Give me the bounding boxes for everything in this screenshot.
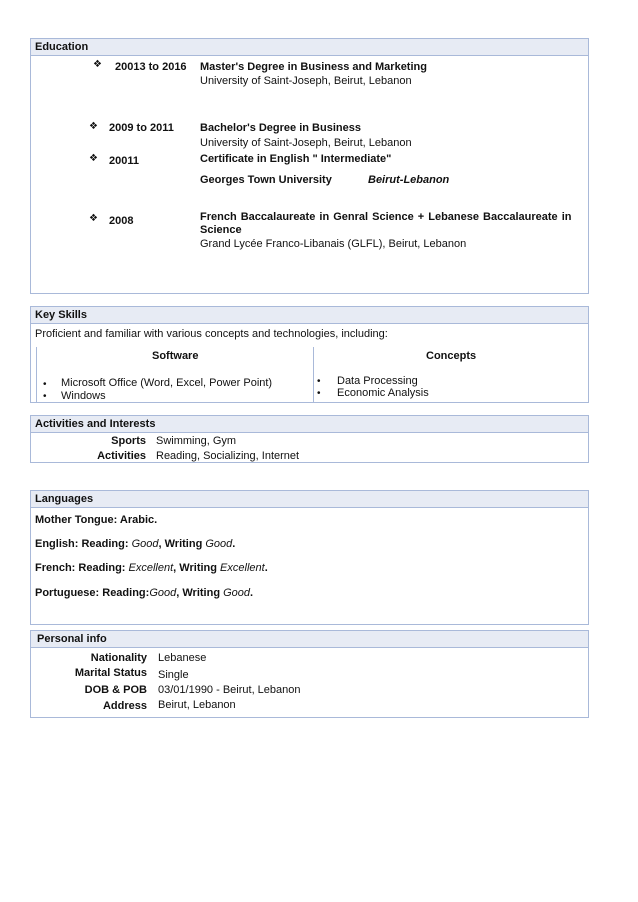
languages-heading: Languages <box>31 491 588 508</box>
education-section <box>30 38 589 294</box>
software-header: Software <box>152 350 199 362</box>
mother-tongue: Mother Tongue: Arabic. <box>35 514 158 526</box>
personal-value: Single <box>158 669 189 681</box>
personal-value: Beirut, Lebanon <box>158 699 236 711</box>
education-degree-line1: French Baccalaureate in Genral Science + Lebanese Baccalaureate in <box>200 211 572 223</box>
reading-level: Excellent <box>128 562 174 574</box>
software-item: Microsoft Office (Word, Excel, Power Point) <box>61 377 273 389</box>
education-city: Beirut-Lebanon <box>368 174 450 186</box>
software-item: Windows <box>61 390 106 402</box>
personal-label: Nationality <box>90 652 147 664</box>
activities-heading: Activities and Interests <box>31 416 588 433</box>
bullet-icon: • <box>317 376 321 387</box>
language-name: English: <box>35 538 79 550</box>
bullet-diamond-icon: ❖ <box>93 59 102 70</box>
personal-info-section <box>30 630 589 718</box>
education-school: Georges Town University <box>200 174 332 186</box>
personal-label: Address <box>102 700 147 712</box>
language-name: Portuguese: <box>35 587 100 599</box>
languages-section <box>30 490 589 625</box>
reading-level: Good <box>149 587 177 599</box>
personal-label: DOB & POB <box>84 684 147 696</box>
bullet-diamond-icon: ❖ <box>89 153 98 164</box>
education-heading: Education <box>31 39 588 56</box>
activity-value: Swimming, Gym <box>156 435 237 447</box>
skills-intro: Proficient and familiar with various concepts and technologies, including: <box>35 328 388 340</box>
education-date: 2009 to 2011 <box>109 122 174 134</box>
bullet-diamond-icon: ❖ <box>89 121 98 132</box>
reading-level: Good <box>131 538 159 550</box>
education-school: University of Saint-Joseph, Beirut, Lebanon <box>200 75 412 87</box>
writing-label: Writing <box>179 562 217 574</box>
activity-label: Activities <box>97 450 146 462</box>
education-school: Grand Lycée Franco-Libanais (GLFL), Beirut, Lebanon <box>200 238 467 250</box>
bullet-diamond-icon: ❖ <box>89 213 98 224</box>
writing-level: Excellent <box>220 562 265 574</box>
personal-value: 03/01/1990 - Beirut, Lebanon <box>158 684 301 696</box>
reading-label: Reading: <box>81 538 129 550</box>
bullet-icon: • <box>43 391 47 402</box>
key-skills-section <box>30 306 589 403</box>
education-degree: Certificate in English " Intermediate" <box>200 153 392 165</box>
bullet-icon: • <box>317 388 321 399</box>
personal-value: Lebanese <box>158 652 207 664</box>
writing-level: Good <box>205 538 233 550</box>
writing-label: Writing <box>182 587 221 599</box>
writing-label: Writing <box>164 538 203 550</box>
column-divider <box>36 347 37 403</box>
portuguese-line: Portuguese: Reading:Good, Writing Good. <box>35 587 254 599</box>
education-degree-line2: Science <box>200 224 242 236</box>
reading-label: Reading: <box>78 562 126 574</box>
education-date: 2008 <box>109 215 134 227</box>
education-degree: Bachelor's Degree in Business <box>200 122 361 134</box>
english-line: English: Reading: Good, Writing Good. <box>35 538 236 550</box>
french-line: French: Reading: Excellent, Writing Excellent. <box>35 562 268 574</box>
writing-level: Good <box>223 587 251 599</box>
concept-item: Economic Analysis <box>337 387 429 399</box>
education-degree: Master's Degree in Business and Marketing <box>200 61 427 73</box>
activity-value: Reading, Socializing, Internet <box>156 450 300 462</box>
education-date: 20011 <box>109 155 139 167</box>
concept-item: Data Processing <box>337 375 418 387</box>
education-school: University of Saint-Joseph, Beirut, Lebanon <box>200 137 412 149</box>
concepts-header: Concepts <box>426 350 477 362</box>
bullet-icon: • <box>43 379 47 390</box>
activity-label: Sports <box>111 435 146 447</box>
personal-label: Marital Status <box>74 667 147 679</box>
column-divider <box>313 347 314 403</box>
reading-label: Reading: <box>102 587 150 599</box>
activities-section <box>30 415 589 463</box>
language-name: French: <box>35 562 76 574</box>
key-skills-heading: Key Skills <box>31 307 588 324</box>
personal-info-heading: Personal info <box>31 631 588 648</box>
education-date: 20013 to 2016 <box>115 61 187 73</box>
